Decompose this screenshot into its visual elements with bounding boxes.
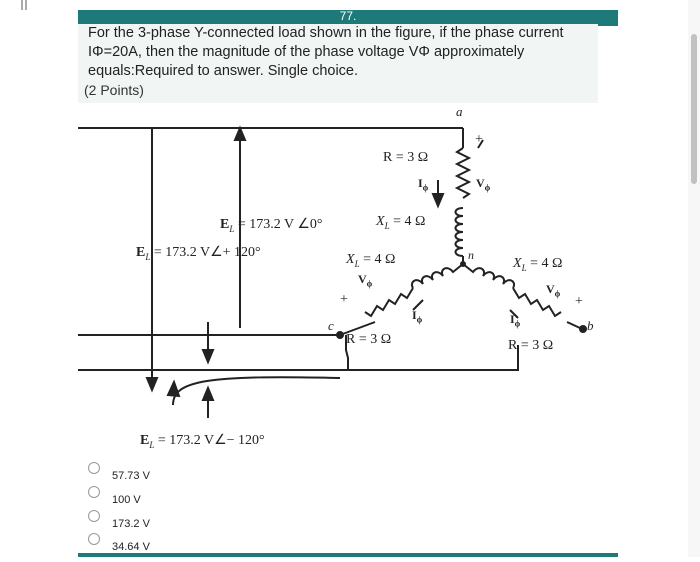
phase-c-inductor (412, 264, 463, 288)
phi-sub: ϕ (422, 182, 429, 193)
option-label: 57.73 V (112, 470, 150, 482)
radio-button[interactable] (88, 510, 100, 522)
label-i-phi-left (412, 308, 422, 324)
i-text: I (412, 308, 417, 322)
question-number: 77. (339, 9, 357, 23)
phase-b-inductor (463, 264, 514, 288)
label-v-phi-top (476, 176, 490, 192)
l-sub: L (149, 439, 155, 450)
el-arrow-bottom-curve (173, 377, 340, 405)
phi-sub: ϕ (366, 278, 373, 289)
label-xl-right (513, 256, 562, 273)
xl-value: = 4 Ω (359, 252, 396, 267)
el-value: = 173.2 V ∠0° (234, 217, 323, 232)
question-line-3: equals:Required to answer. Single choice. (88, 63, 359, 79)
circuit-figure (78, 100, 618, 460)
phi-sub: ϕ (484, 182, 491, 193)
label-b: b (587, 318, 594, 333)
x-text: X (376, 214, 385, 229)
el-arrow-left-head (147, 378, 157, 390)
label-el-mid (136, 244, 261, 262)
label-c: c (328, 318, 334, 333)
scrollbar-thumb[interactable] (691, 34, 697, 184)
v-text: V (358, 272, 367, 286)
x-text: X (346, 252, 355, 267)
label-r-left: R = 3 Ω (346, 332, 392, 347)
l-sub: L (229, 223, 235, 234)
label-i-phi-top (418, 176, 428, 192)
xl-value: = 4 Ω (389, 214, 426, 229)
l-sub: L (384, 220, 390, 231)
el-arrow-bottom-head2 (203, 388, 213, 400)
radio-button[interactable] (88, 462, 100, 474)
scrollbar[interactable] (688, 0, 700, 557)
el-value: = 173.2 V∠− 120° (154, 433, 265, 448)
phase-a-inductor (456, 208, 464, 256)
label-r-top: R = 3 Ω (383, 150, 429, 165)
node-b (580, 326, 586, 332)
l-sub: L (145, 251, 151, 262)
option-label: 173.2 V (112, 518, 150, 530)
el-arrow-mid-head-top (235, 128, 245, 140)
label-el-bottom (140, 432, 265, 450)
question-points: (2 Points) (84, 82, 144, 98)
i-phi-a-arrowhead (433, 194, 443, 206)
label-plus-left: + (340, 292, 348, 307)
label-i-phi-right (510, 312, 520, 328)
x-text: X (513, 256, 522, 271)
label-r-right: R = 3 Ω (508, 338, 554, 353)
phase-b-lead (567, 322, 580, 328)
option-label: 100 V (112, 494, 141, 506)
question-text (78, 24, 598, 103)
label-plus-a: + (475, 132, 483, 147)
label-el-top (220, 216, 323, 234)
el-value: = 173.2 V∠+ 120° (150, 245, 261, 260)
v-text: V (546, 282, 555, 296)
e-text: E (140, 433, 150, 448)
question-line-2: IΦ=20A, then the magnitude of the phase voltage VΦ approximately (88, 44, 525, 60)
label-v-phi-left (358, 272, 372, 288)
phi-sub: ϕ (514, 318, 521, 329)
phi-sub: ϕ (554, 288, 561, 299)
label-xl-left (346, 252, 395, 269)
radio-button[interactable] (88, 533, 100, 545)
xl-value: = 4 Ω (526, 256, 563, 271)
question-line-1: For the 3-phase Y-connected load shown in the figure, if the phase current (88, 25, 564, 41)
label-n: n (468, 248, 474, 262)
v-text: V (476, 176, 485, 190)
l-sub: L (521, 262, 527, 273)
phase-a-resistor (457, 148, 469, 198)
label-v-phi-right (546, 282, 560, 298)
el-arrow-bottom-head (168, 382, 179, 396)
line-b-return (348, 345, 518, 370)
radio-button[interactable] (88, 486, 100, 498)
node-c (337, 332, 343, 338)
phase-c-resistor (365, 288, 413, 316)
l-sub: L (354, 258, 360, 269)
e-text: E (220, 217, 230, 232)
left-margin-marks (0, 0, 30, 557)
label-xl-top (376, 214, 425, 231)
bottom-accent-bar (78, 553, 618, 557)
phi-sub: ϕ (416, 314, 423, 325)
i-text: I (510, 312, 515, 326)
option-label: 34.64 V (112, 541, 150, 553)
question-card (78, 0, 618, 557)
i-text: I (418, 176, 423, 190)
e-text: E (136, 245, 146, 260)
circuit-diagram (78, 100, 618, 460)
el-arrow-small-head (203, 350, 213, 362)
left-margin (0, 0, 30, 557)
label-node-a: a (456, 104, 463, 119)
label-plus-right: + (575, 294, 583, 309)
